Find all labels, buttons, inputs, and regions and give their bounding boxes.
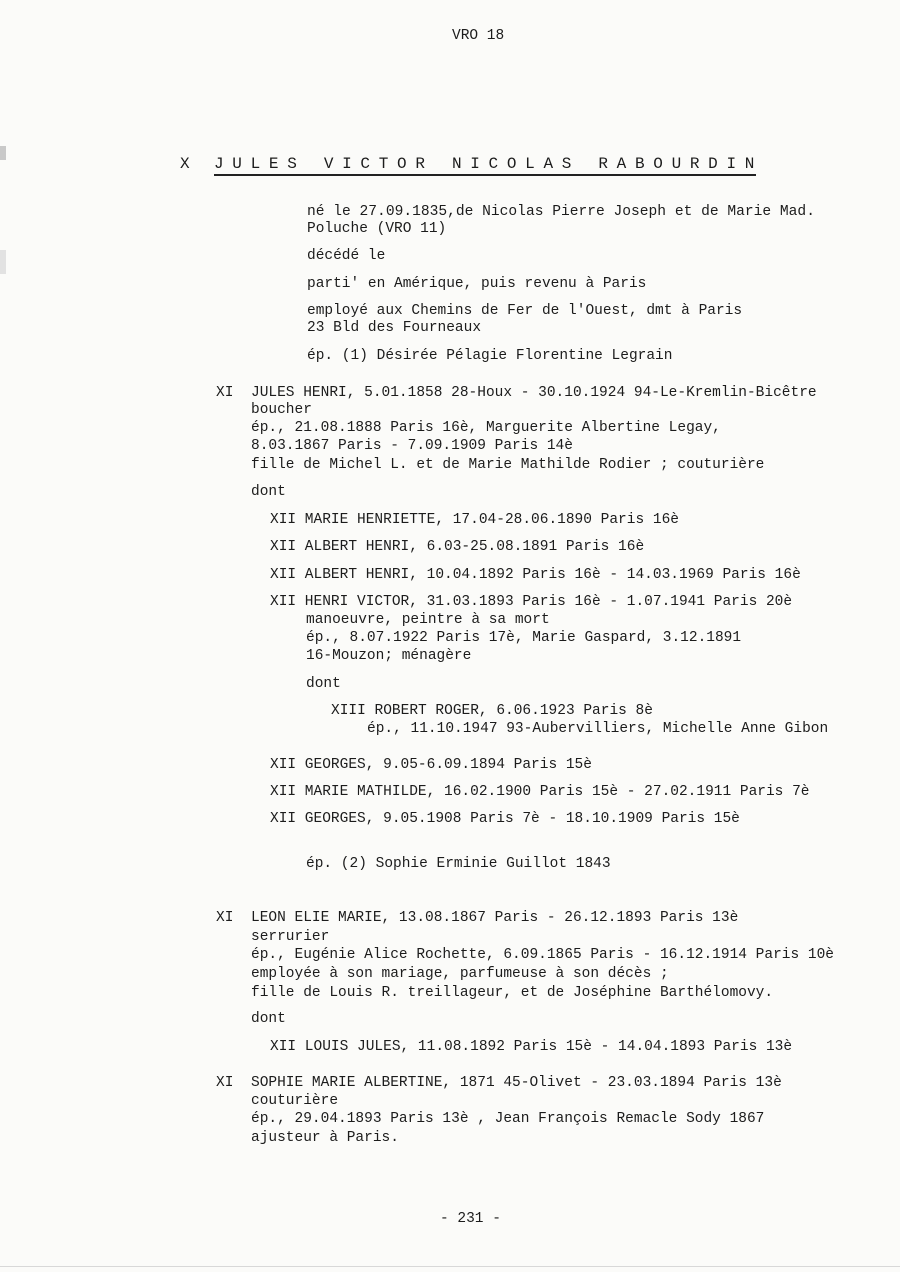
scan-bottom-edge	[0, 1266, 900, 1267]
generation-label: X	[180, 155, 190, 173]
child1-line-1: JULES HENRI, 5.01.1858 28-Houx - 30.10.1924 94-Le-Kremlin-Bicêtre	[251, 385, 817, 401]
grandchild-line: XII MARIE HENRIETTE, 17.04-28.06.1890 Paris 16è	[270, 512, 679, 528]
child2-line-5: fille de Louis R. treillageur, et de Joséphine Barthélomovy.	[251, 985, 774, 1001]
henri-victor-line-3: ép., 8.07.1922 Paris 17è, Marie Gaspard, 3.12.1891	[306, 630, 742, 646]
henri-victor-line-2: manoeuvre, peintre à sa mort	[306, 612, 550, 628]
great-grandchild-line-1: XIII ROBERT ROGER, 6.06.1923 Paris 8è	[331, 703, 653, 719]
grandchild-line: XII ALBERT HENRI, 6.03-25.08.1891 Paris 16è	[270, 539, 645, 555]
child1-generation: XI	[216, 385, 234, 401]
death-line: décédé le	[307, 248, 386, 264]
travel-line: parti' en Amérique, puis revenu à Paris	[307, 276, 647, 292]
scan-edge-mark-top	[0, 146, 6, 160]
document-reference: VRO 18	[452, 28, 505, 44]
grandchild-line: XII GEORGES, 9.05-6.09.1894 Paris 15è	[270, 757, 592, 773]
child3-line-3: ép., 29.04.1893 Paris 13è , Jean François Remacle Sody 1867	[251, 1111, 765, 1127]
child3-line-2: couturière	[251, 1093, 339, 1109]
child2-line-3: ép., Eugénie Alice Rochette, 6.09.1865 Paris - 16.12.1914 Paris 10è	[251, 947, 834, 963]
child1-dont: dont	[251, 484, 286, 500]
title-underline	[214, 174, 756, 176]
job-line-1: employé aux Chemins de Fer de l'Ouest, dmt à Paris	[307, 303, 743, 319]
birth-line-1: né le 27.09.1835,de Nicolas Pierre Joseph et de Marie Mad.	[307, 204, 815, 220]
page-title: J U L E S V I C T O R N I C O L A S R A B O U R D I N	[214, 155, 754, 173]
birth-line-2: Poluche (VRO 11)	[307, 221, 447, 237]
child3-line-4: ajusteur à Paris.	[251, 1130, 399, 1146]
grandchild-line: XII GEORGES, 9.05.1908 Paris 7è - 18.10.1909 Paris 15è	[270, 811, 740, 827]
first-spouse-line: ép. (1) Désirée Pélagie Florentine Legrain	[307, 348, 673, 364]
child1-line-5: fille de Michel L. et de Marie Mathilde Rodier ; couturière	[251, 457, 765, 473]
child2-line-1: LEON ELIE MARIE, 13.08.1867 Paris - 26.12.1893 Paris 13è	[251, 910, 739, 926]
great-grandchild-line-2: ép., 11.10.1947 93-Aubervilliers, Michelle Anne Gibon	[367, 721, 829, 737]
grandchild-line: XII HENRI VICTOR, 31.03.1893 Paris 16è - 1.07.1941 Paris 20è	[270, 594, 793, 610]
child1-line-4: 8.03.1867 Paris - 7.09.1909 Paris 14è	[251, 438, 573, 454]
child2-child-line: XII LOUIS JULES, 11.08.1892 Paris 15è - 14.04.1893 Paris 13è	[270, 1039, 793, 1055]
scan-edge-mark-mid	[0, 250, 6, 274]
child1-line-2: boucher	[251, 402, 312, 418]
child2-line-2: serrurier	[251, 929, 330, 945]
henri-victor-line-4: 16-Mouzon; ménagère	[306, 648, 472, 664]
child2-dont: dont	[251, 1011, 286, 1027]
second-spouse-line: ép. (2) Sophie Erminie Guillot 1843	[306, 856, 611, 872]
henri-victor-dont: dont	[306, 676, 341, 692]
child2-generation: XI	[216, 910, 234, 926]
page-number: - 231 -	[440, 1211, 501, 1227]
grandchild-line: XII ALBERT HENRI, 10.04.1892 Paris 16è - 14.03.1969 Paris 16è	[270, 567, 801, 583]
grandchild-line: XII MARIE MATHILDE, 16.02.1900 Paris 15è - 27.02.1911 Paris 7è	[270, 784, 810, 800]
child2-line-4: employée à son mariage, parfumeuse à son décès ;	[251, 966, 669, 982]
job-line-2: 23 Bld des Fourneaux	[307, 320, 482, 336]
child3-generation: XI	[216, 1075, 234, 1091]
child1-line-3: ép., 21.08.1888 Paris 16è, Marguerite Albertine Legay,	[251, 420, 721, 436]
child3-line-1: SOPHIE MARIE ALBERTINE, 1871 45-Olivet - 23.03.1894 Paris 13è	[251, 1075, 782, 1091]
